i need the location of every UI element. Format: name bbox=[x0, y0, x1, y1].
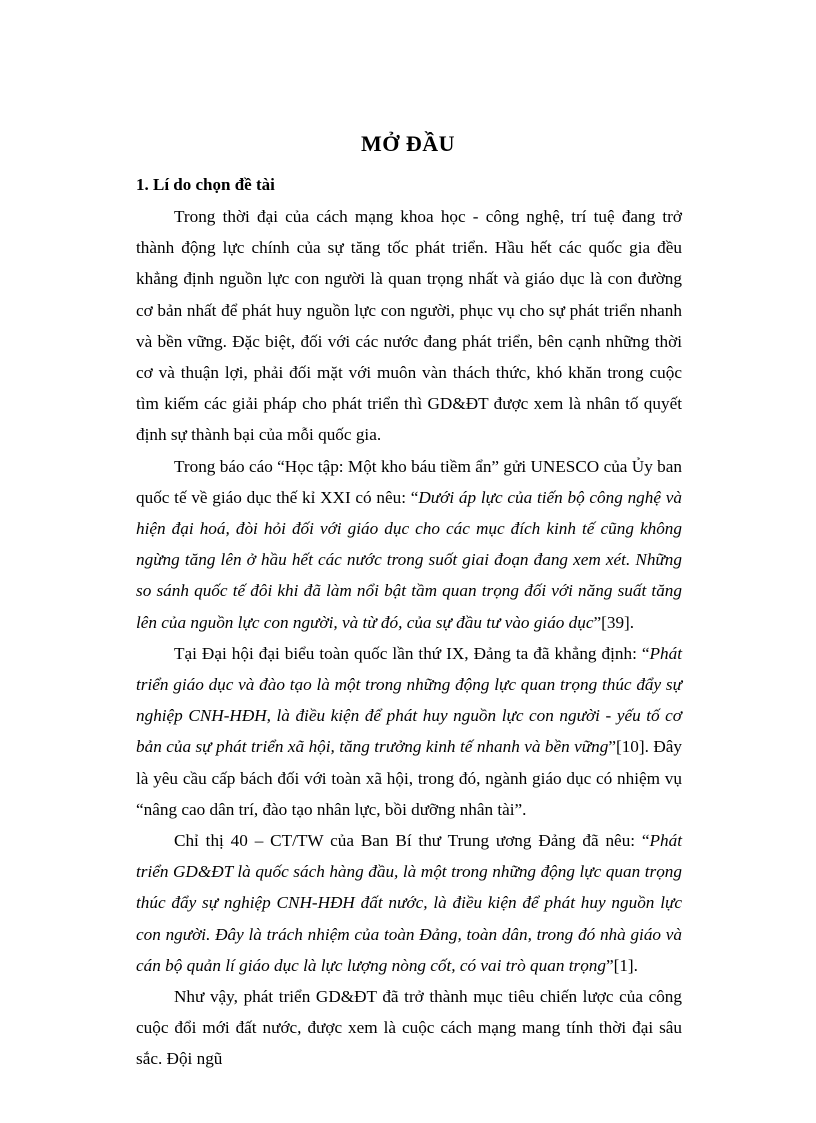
citation: ”[1]. bbox=[605, 955, 638, 975]
paragraph-1 bbox=[136, 201, 682, 451]
quoted-text: Phát triển giáo dục và đào tạo là một trong những động lực quan trọng thúc đẩy sự nghiệp CNH-HĐH, là điều kiện để phát huy nguồn lực con người - yếu tố cơ bản của sự phát triển xã hội, tăng trưởng kinh tế nhanh và bền vững bbox=[136, 643, 682, 757]
body-text bbox=[136, 201, 682, 1075]
quoted-text: Phát triển GD&ĐT là quốc sách hàng đầu, là một trong những động lực quan trọng thúc đẩy sự nghiệp CNH-HĐH đất nước, là điều kiện để phát huy nguồn lực con người. Đây là trách nhiệm của toàn Đảng, toàn dân, trong đó nhà giáo và cán bộ quản lí giáo dục là lực lượng nòng cốt, có vai trò quan trọng bbox=[136, 831, 682, 975]
paragraph-2 bbox=[136, 451, 682, 638]
text-segment: Như vậy, phát triển GD&ĐT đã trở thành mục tiêu chiến lược của công cuộc đổi mới đất nước, được xem là cuộc cách mạng mang tính thời đại sâu sắc. Đội ngũ bbox=[136, 987, 682, 1069]
citation: ”[39]. bbox=[593, 612, 635, 632]
text-segment: Chỉ thị 40 – CT/TW của Ban Bí thư Trung ương Đảng đã nêu: “ bbox=[174, 831, 650, 851]
citation: ”[10]. Đây là yêu cầu cấp bách đối với toàn xã hội, trong đó, ngành giáo dục có nhiệm vụ “nâng cao dân trí, đào tạo nhân lực, bồi dưỡng nhân tài”. bbox=[136, 737, 683, 819]
quoted-text: Dưới áp lực của tiến bộ công nghệ và hiện đại hoá, đòi hỏi đối với giáo dục cho các mục đích kinh tế cũng không ngừng tăng lên ở hầu hết các nước trong suốt giai đoạn đang xem xét. Những so sánh quốc tế đôi khi đã làm nổi bật tầm quan trọng đối với năng suất tăng lên của nguồn lực con người, và từ đó, của sự đầu tư vào giáo dục bbox=[136, 487, 682, 632]
text-segment: Trong báo cáo “Học tập: Một kho báu tiềm ẩn” gửi UNESCO của Ủy ban quốc tế về giáo dục thế kỉ XXI có nêu: “ bbox=[136, 456, 682, 507]
section-heading: 1. Lí do chọn đề tài bbox=[136, 175, 275, 194]
paragraph-4 bbox=[136, 825, 682, 981]
page-title: MỞ ĐẦU bbox=[360, 131, 456, 156]
text-segment: Tại Đại hội đại biểu toàn quốc lần thứ IX, Đảng ta đã khẳng định: “ bbox=[174, 643, 650, 663]
paragraph-5 bbox=[136, 981, 682, 1075]
paragraph-3 bbox=[136, 638, 682, 825]
text-segment: Trong thời đại của cách mạng khoa học - công nghệ, trí tuệ đang trở thành động lực chính của sự tăng tốc phát triển. Hầu hết các quốc gia đều khẳng định nguồn lực con người là quan trọng nhất và giáo dục là con đường cơ bản nhất để phát huy nguồn lực con người, phục vụ cho sự phát triển nhanh và bền vững. Đặc biệt, đối với các nước đang phát triển, bên cạnh những thời cơ và thuận lợi, phải đối mặt với muôn vàn thách thức, khó khăn trong cuộc tìm kiếm các giải pháp cho phát triển thì GD&ĐT được xem là nhân tố quyết định sự thành bại của mỗi quốc gia. bbox=[136, 207, 682, 445]
